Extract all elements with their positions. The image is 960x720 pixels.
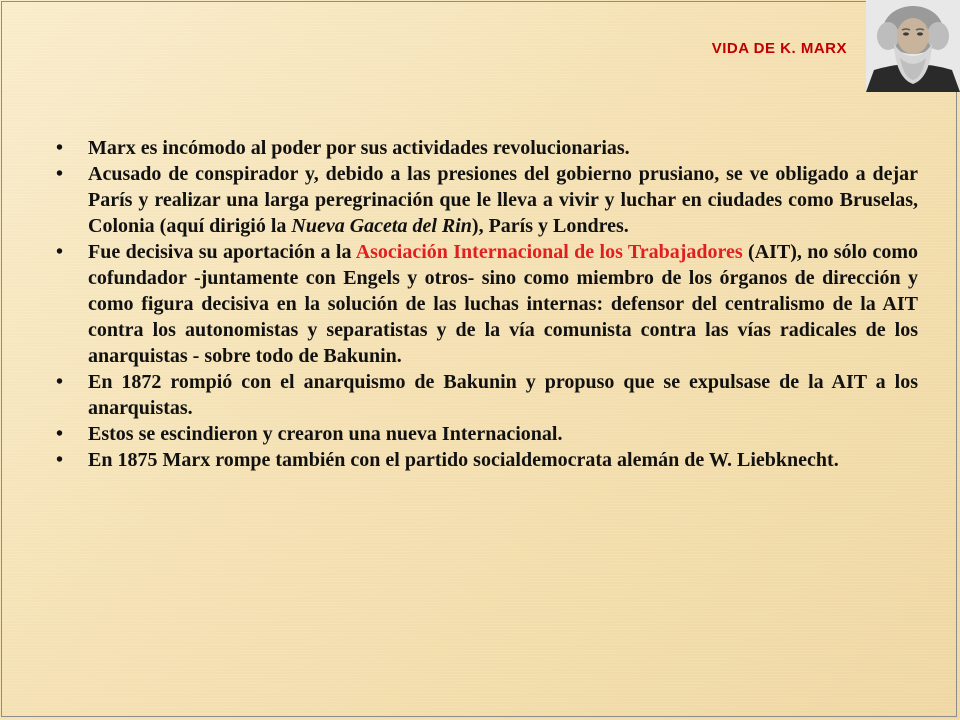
- bullet-marker: •: [56, 371, 64, 393]
- list-item: [48, 421, 918, 447]
- bullet-marker: •: [56, 423, 64, 445]
- marx-portrait-image: [866, 0, 960, 92]
- list-item: [48, 161, 918, 239]
- bullet-text-part: Acusado de conspirador y, debido a las presiones del gobierno prusiano, se ve obligado a dejar París y realizar una larga peregrinación que le lleva a vivir y luchar en ciudades como Bruselas, Colonia (aquí dirigió la: [88, 163, 918, 237]
- bullet-text: En 1872 rompió con el anarquismo de Bakunin y propuso que se expulsase de la AIT a los anarquistas.: [88, 371, 918, 419]
- bullet-marker: •: [56, 137, 64, 159]
- bullet-marker: •: [56, 241, 64, 263]
- bullet-text-part: ), París y Londres.: [471, 215, 629, 237]
- bullet-text: En 1875 Marx rompe también con el partido socialdemocrata alemán de W. Liebknecht.: [88, 449, 839, 471]
- list-item: [48, 447, 918, 473]
- newspaper-title: Nueva Gaceta del Rin: [291, 215, 472, 237]
- highlighted-organization: Asociación Internacional de los Trabajadores: [355, 241, 743, 263]
- bullet-text: [88, 239, 918, 369]
- marx-portrait: [866, 0, 960, 92]
- bullet-text: Marx es incómodo al poder por sus actividades revolucionarias.: [88, 137, 630, 159]
- bullet-marker: •: [56, 163, 64, 185]
- list-item: [48, 369, 918, 421]
- slide-title: VIDA DE K. MARX: [711, 40, 847, 57]
- bullet-text-part: Fue decisiva su aportación a la: [88, 241, 356, 263]
- list-item: [48, 135, 918, 161]
- bullet-marker: •: [56, 449, 64, 471]
- bullet-text: [88, 161, 918, 239]
- bullet-list: [48, 135, 918, 473]
- list-item: [48, 239, 918, 369]
- bullet-text: Estos se escindieron y crearon una nueva Internacional.: [88, 423, 563, 445]
- bullet-text-part: (AIT), no sólo como cofundador -juntamente con Engels y otros- sino como miembro de los órganos de dirección y como figura decisiva en la solución de las luchas internas: defensor del centralismo de la AIT contra los autonomistas y separatistas y de la vía comunista contra las vías radicales de los anarquistas - sobre todo de Bakunin.: [88, 241, 918, 367]
